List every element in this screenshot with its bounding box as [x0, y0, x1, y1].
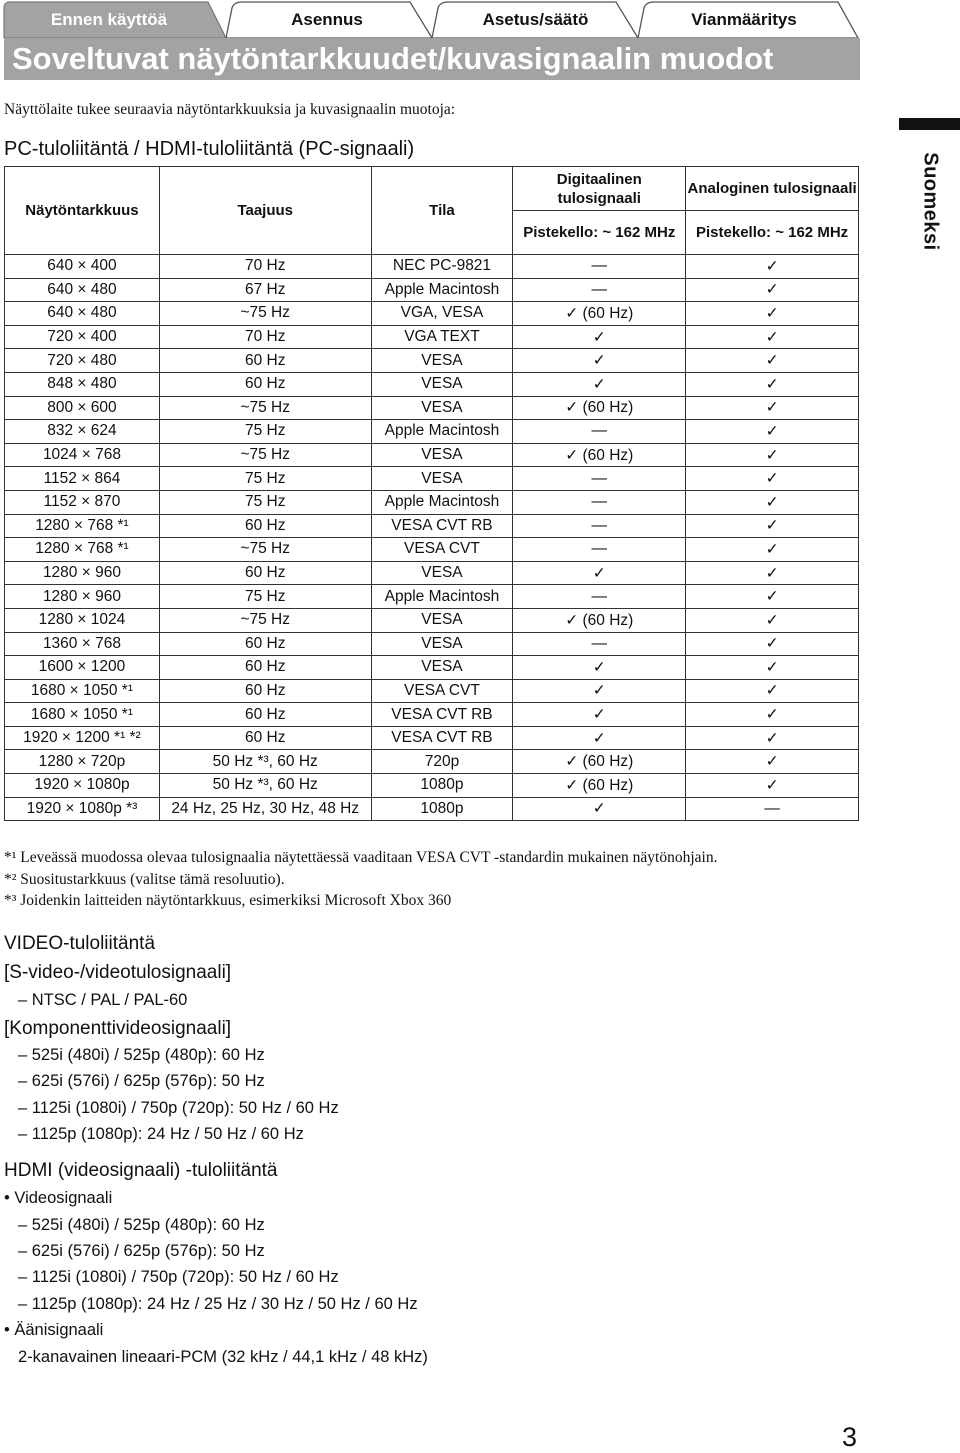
cell-frequency: ~75 Hz [159, 302, 371, 326]
intro-text: Näyttölaite tukee seuraavia näytöntarkkuuksia ja kuvasignaalin muotoja: [4, 101, 456, 118]
language-label: Suomeksi [919, 152, 942, 251]
cell-digital: ✓ [513, 726, 686, 750]
cell-digital: — [513, 514, 686, 538]
cell-resolution: 1280 × 768 *¹ [5, 514, 160, 538]
title-bar [4, 38, 860, 80]
cell-resolution: 1280 × 960 [5, 585, 160, 609]
cell-resolution: 848 × 480 [5, 372, 160, 396]
cell-digital: — [513, 278, 686, 302]
hdmi-heading: HDMI (videosignaali) -tuloliitäntä [4, 1160, 278, 1181]
footnotes [4, 847, 717, 912]
cell-digital: ✓ (60 Hz) [513, 608, 686, 632]
cell-resolution: 1360 × 768 [5, 632, 160, 656]
cell-digital: — [513, 632, 686, 656]
cell-analog: — [686, 797, 859, 821]
cell-mode: VESA [371, 443, 513, 467]
cell-analog: ✓ [686, 396, 859, 420]
cell-mode: VESA CVT [371, 538, 513, 562]
table-row [5, 585, 859, 609]
table-row [5, 797, 859, 821]
table-row [5, 538, 859, 562]
cell-frequency: ~75 Hz [159, 396, 371, 420]
table-row [5, 750, 859, 774]
table-row [5, 703, 859, 727]
cell-mode: 1080p [371, 774, 513, 798]
cell-digital: ✓ (60 Hz) [513, 302, 686, 326]
table-row [5, 325, 859, 349]
pc-input-heading: PC-tuloliitäntä / HDMI-tuloliitäntä (PC-signaali) [4, 138, 415, 160]
cell-analog: ✓ [686, 490, 859, 514]
hdmi-video-label: Videosignaali [14, 1189, 113, 1207]
cell-analog: ✓ [686, 679, 859, 703]
cell-digital: ✓ [513, 656, 686, 680]
cell-analog: ✓ [686, 632, 859, 656]
cell-resolution: 1920 × 1080p [5, 774, 160, 798]
table-row [5, 349, 859, 373]
hdmi-video-item: – 1125i (1080i) / 750p (720p): 50 Hz / 60 Hz [18, 1268, 339, 1286]
cell-analog: ✓ [686, 585, 859, 609]
cell-frequency: 60 Hz [159, 703, 371, 727]
cell-frequency: 60 Hz [159, 656, 371, 680]
header-digital-clock: Pistekello: ~ 162 MHz [513, 211, 686, 255]
hdmi-audio-bullet: • Äänisignaali [4, 1321, 104, 1339]
header-frequency: Taajuus [159, 167, 371, 255]
table-row [5, 255, 859, 279]
cell-digital: ✓ [513, 325, 686, 349]
svideo-heading: [S-video-/videotulosignaali] [4, 962, 232, 983]
cell-mode: VESA [371, 632, 513, 656]
cell-digital: ✓ [513, 349, 686, 373]
cell-resolution: 720 × 480 [5, 349, 160, 373]
cell-resolution: 832 × 624 [5, 420, 160, 444]
cell-mode: VGA TEXT [371, 325, 513, 349]
cell-frequency: 75 Hz [159, 490, 371, 514]
cell-analog: ✓ [686, 278, 859, 302]
table-row [5, 561, 859, 585]
cell-frequency: 60 Hz [159, 372, 371, 396]
cell-resolution: 1920 × 1080p *³ [5, 797, 160, 821]
cell-mode: VESA [371, 561, 513, 585]
cell-analog: ✓ [686, 420, 859, 444]
table-row [5, 774, 859, 798]
cell-digital: — [513, 490, 686, 514]
cell-resolution: 640 × 480 [5, 302, 160, 326]
component-item: – 1125i (1080i) / 750p (720p): 50 Hz / 60 Hz [18, 1099, 339, 1117]
cell-mode: 720p [371, 750, 513, 774]
cell-frequency: ~75 Hz [159, 538, 371, 562]
cell-digital: ✓ (60 Hz) [513, 774, 686, 798]
cell-digital: ✓ [513, 679, 686, 703]
cell-mode: VESA [371, 396, 513, 420]
table-row [5, 372, 859, 396]
cell-digital: — [513, 467, 686, 491]
cell-resolution: 1280 × 720p [5, 750, 160, 774]
cell-analog: ✓ [686, 608, 859, 632]
cell-frequency: 60 Hz [159, 679, 371, 703]
cell-frequency: 60 Hz [159, 632, 371, 656]
tab-asennus: Asennus [291, 10, 363, 29]
page-title: Soveltuvat näytöntarkkuudet/kuvasignaalin muodot [12, 41, 774, 76]
table-row [5, 396, 859, 420]
cell-analog: ✓ [686, 561, 859, 585]
cell-resolution: 800 × 600 [5, 396, 160, 420]
cell-mode: Apple Macintosh [371, 420, 513, 444]
cell-resolution: 1280 × 768 *¹ [5, 538, 160, 562]
language-marker [899, 118, 960, 130]
cell-mode: VGA, VESA [371, 302, 513, 326]
table-row [5, 726, 859, 750]
table-row [5, 632, 859, 656]
hdmi-audio-value: 2-kanavainen lineaari-PCM (32 kHz / 44,1 kHz / 48 kHz) [18, 1348, 428, 1366]
table-row [5, 420, 859, 444]
footnote-1: *¹ Leveässä muodossa olevaa tulosignaalia näytettäessä vaaditaan VESA CVT -standardin mukainen näytönohjain. [4, 849, 718, 866]
cell-frequency: 67 Hz [159, 278, 371, 302]
table-row [5, 467, 859, 491]
cell-frequency: 75 Hz [159, 585, 371, 609]
cell-frequency: 60 Hz [159, 349, 371, 373]
header-digital: Digitaalinen tulosignaali [513, 167, 686, 211]
cell-mode: Apple Macintosh [371, 278, 513, 302]
cell-mode: VESA [371, 349, 513, 373]
table-row [5, 608, 859, 632]
cell-analog: ✓ [686, 302, 859, 326]
cell-resolution: 1680 × 1050 *¹ [5, 679, 160, 703]
cell-digital: — [513, 585, 686, 609]
cell-analog: ✓ [686, 443, 859, 467]
svideo-item: – NTSC / PAL / PAL-60 [18, 991, 188, 1009]
cell-frequency: ~75 Hz [159, 443, 371, 467]
tab-vianmaaritys: Vianmääritys [691, 10, 797, 29]
cell-mode: 1080p [371, 797, 513, 821]
table-row [5, 302, 859, 326]
hdmi-video-bullet: • Videosignaali [4, 1189, 113, 1207]
cell-resolution: 1280 × 1024 [5, 608, 160, 632]
component-heading: [Komponenttivideosignaali] [4, 1018, 232, 1039]
cell-mode: VESA [371, 372, 513, 396]
cell-resolution: 1152 × 864 [5, 467, 160, 491]
page-number: 3 [842, 1422, 858, 1452]
hdmi-video-item: – 525i (480i) / 525p (480p): 60 Hz [18, 1216, 265, 1234]
cell-digital: ✓ [513, 372, 686, 396]
video-heading: VIDEO-tuloliitäntä [4, 933, 156, 954]
header-mode: Tila [371, 167, 513, 255]
cell-mode: VESA CVT RB [371, 514, 513, 538]
cell-digital: ✓ [513, 703, 686, 727]
table-body [5, 255, 859, 821]
cell-mode: VESA [371, 467, 513, 491]
table-row [5, 490, 859, 514]
cell-resolution: 1920 × 1200 *¹ *² [5, 726, 160, 750]
cell-analog: ✓ [686, 774, 859, 798]
section-tabs [0, 0, 860, 38]
cell-frequency: 75 Hz [159, 420, 371, 444]
table-row [5, 656, 859, 680]
cell-frequency: 24 Hz, 25 Hz, 30 Hz, 48 Hz [159, 797, 371, 821]
cell-analog: ✓ [686, 372, 859, 396]
cell-mode: VESA CVT [371, 679, 513, 703]
header-resolution: Näytöntarkkuus [5, 167, 160, 255]
cell-digital: — [513, 255, 686, 279]
cell-digital: ✓ [513, 561, 686, 585]
cell-analog: ✓ [686, 703, 859, 727]
table-row [5, 514, 859, 538]
cell-digital: — [513, 538, 686, 562]
cell-frequency: 60 Hz [159, 561, 371, 585]
hdmi-audio-label: Äänisignaali [14, 1321, 104, 1339]
cell-resolution: 1680 × 1050 *¹ [5, 703, 160, 727]
cell-resolution: 640 × 480 [5, 278, 160, 302]
cell-analog: ✓ [686, 750, 859, 774]
cell-mode: NEC PC-9821 [371, 255, 513, 279]
resolution-table [4, 166, 859, 821]
cell-digital: ✓ (60 Hz) [513, 396, 686, 420]
cell-resolution: 720 × 400 [5, 325, 160, 349]
footnote-2: *² Suositustarkkuus (valitse tämä resoluutio). [4, 870, 285, 888]
cell-resolution: 1600 × 1200 [5, 656, 160, 680]
cell-analog: ✓ [686, 656, 859, 680]
cell-mode: VESA [371, 656, 513, 680]
cell-frequency: 50 Hz *³, 60 Hz [159, 750, 371, 774]
cell-digital: ✓ [513, 797, 686, 821]
cell-mode: VESA CVT RB [371, 703, 513, 727]
cell-analog: ✓ [686, 255, 859, 279]
component-item: – 525i (480i) / 525p (480p): 60 Hz [18, 1046, 265, 1064]
cell-resolution: 1024 × 768 [5, 443, 160, 467]
hdmi-video-item: – 625i (576i) / 625p (576p): 50 Hz [18, 1242, 265, 1260]
tab-ennen-kayttoa: Ennen käyttöä [50, 10, 168, 29]
cell-frequency: ~75 Hz [159, 608, 371, 632]
cell-frequency: 60 Hz [159, 514, 371, 538]
cell-resolution: 1152 × 870 [5, 490, 160, 514]
footnote-3: *³ Joidenkin laitteiden näytöntarkkuus, esimerkiksi Microsoft Xbox 360 [4, 892, 452, 909]
tab-asetus-saato: Asetus/säätö [482, 10, 589, 29]
cell-frequency: 60 Hz [159, 726, 371, 750]
cell-analog: ✓ [686, 514, 859, 538]
cell-analog: ✓ [686, 467, 859, 491]
cell-mode: VESA CVT RB [371, 726, 513, 750]
header-analog: Analoginen tulosignaali [686, 167, 859, 211]
cell-digital: — [513, 420, 686, 444]
table-row [5, 443, 859, 467]
cell-mode: VESA [371, 608, 513, 632]
component-item: – 625i (576i) / 625p (576p): 50 Hz [18, 1072, 265, 1090]
table-row [5, 278, 859, 302]
cell-analog: ✓ [686, 349, 859, 373]
hdmi-video-item: – 1125p (1080p): 24 Hz / 25 Hz / 30 Hz / 50 Hz / 60 Hz [18, 1295, 418, 1313]
cell-resolution: 1280 × 960 [5, 561, 160, 585]
cell-frequency: 70 Hz [159, 255, 371, 279]
cell-analog: ✓ [686, 726, 859, 750]
cell-frequency: 75 Hz [159, 467, 371, 491]
header-analog-clock: Pistekello: ~ 162 MHz [686, 211, 859, 255]
cell-resolution: 640 × 400 [5, 255, 160, 279]
table-row [5, 679, 859, 703]
cell-mode: Apple Macintosh [371, 585, 513, 609]
cell-frequency: 50 Hz *³, 60 Hz [159, 774, 371, 798]
component-item: – 1125p (1080p): 24 Hz / 50 Hz / 60 Hz [18, 1125, 304, 1143]
cell-analog: ✓ [686, 325, 859, 349]
cell-digital: ✓ (60 Hz) [513, 443, 686, 467]
cell-frequency: 70 Hz [159, 325, 371, 349]
cell-analog: ✓ [686, 538, 859, 562]
cell-digital: ✓ (60 Hz) [513, 750, 686, 774]
cell-mode: Apple Macintosh [371, 490, 513, 514]
